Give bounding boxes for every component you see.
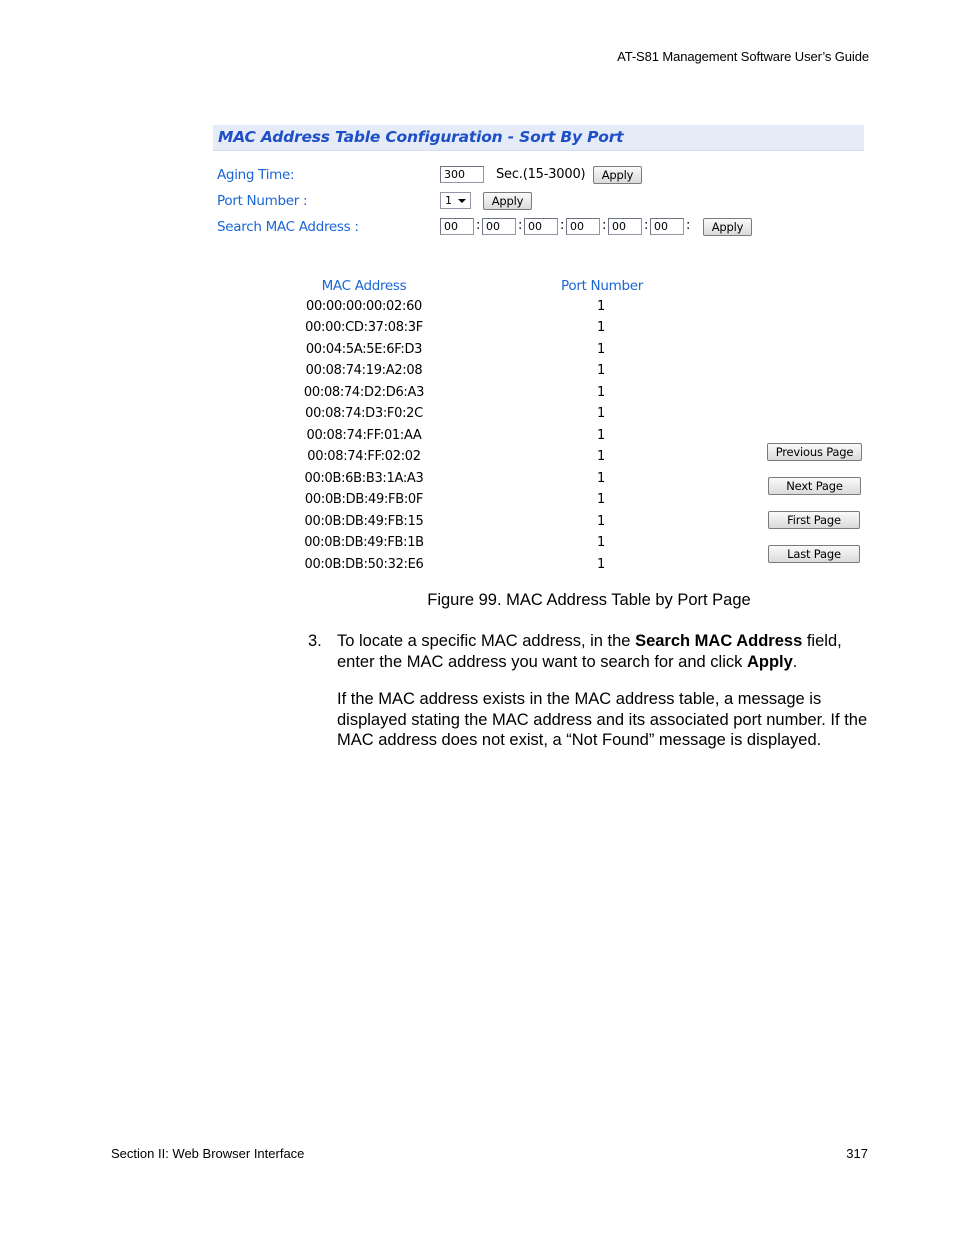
port-number-select[interactable]: [440, 192, 471, 209]
step-paragraph: [337, 631, 877, 672]
footer-page-number: 317: [846, 1146, 868, 1161]
table-row-mac: 00:08:74:D3:F0:2C: [305, 406, 423, 421]
panel-title-bar: [213, 125, 864, 151]
step-bold-field: Search MAC Address: [635, 632, 803, 650]
aging-apply-button[interactable]: Apply: [593, 166, 642, 184]
last-page-button[interactable]: Last Page: [768, 545, 860, 563]
table-row-port: 1: [597, 535, 605, 550]
table-row-mac: 00:08:74:FF:01:AA: [306, 428, 422, 443]
aging-time-input[interactable]: 300: [440, 166, 484, 183]
table-row-port: 1: [597, 299, 605, 314]
table-row-mac: 00:0B:DB:49:FB:1B: [304, 535, 424, 550]
port-number-column-header: Port Number: [561, 278, 643, 294]
table-row-mac: 00:0B:DB:49:FB:0F: [304, 492, 424, 507]
mac-separator: :: [686, 218, 691, 233]
table-row-port: 1: [597, 471, 605, 486]
mac-separator: :: [644, 218, 649, 233]
mac-separator: :: [602, 218, 607, 233]
mac-octet-input-3[interactable]: 00: [524, 218, 558, 235]
table-row-port: 1: [597, 406, 605, 421]
step-number: 3.: [308, 632, 322, 650]
aging-time-label: Aging Time:: [217, 167, 295, 183]
table-row-port: 1: [597, 514, 605, 529]
table-row-port: 1: [597, 492, 605, 507]
chevron-down-icon: [458, 199, 466, 203]
step-text: To locate a specific MAC address, in the: [337, 632, 636, 650]
search-mac-label: Search MAC Address :: [217, 219, 359, 235]
table-row-mac: 00:00:00:00:02:60: [305, 299, 423, 314]
panel-title: MAC Address Table Configuration - Sort By Port: [218, 128, 624, 146]
table-row-mac: 00:00:CD:37:08:3F: [305, 320, 423, 335]
previous-page-button[interactable]: Previous Page: [767, 443, 862, 461]
table-row-mac: 00:08:74:FF:02:02: [307, 449, 421, 464]
aging-range-text: Sec.(15-3000): [496, 167, 586, 182]
table-row-mac: 00:0B:DB:50:32:E6: [304, 557, 424, 572]
table-row-port: 1: [597, 363, 605, 378]
mac-octet-input-5[interactable]: 00: [608, 218, 642, 235]
mac-separator: :: [476, 218, 481, 233]
first-page-button[interactable]: First Page: [768, 511, 860, 529]
mac-octet-input-4[interactable]: 00: [566, 218, 600, 235]
mac-separator: :: [518, 218, 523, 233]
mac-separator: :: [560, 218, 565, 233]
footer-section: Section II: Web Browser Interface: [111, 1146, 305, 1161]
search-apply-button[interactable]: Apply: [703, 218, 752, 236]
figure-caption: Figure 99. MAC Address Table by Port Page: [427, 591, 751, 609]
mac-address-column-header: MAC Address: [321, 278, 407, 294]
table-row-port: 1: [597, 428, 605, 443]
mac-octet-input-2[interactable]: 00: [482, 218, 516, 235]
step-text: .: [792, 652, 798, 671]
mac-octet-input-6[interactable]: 00: [650, 218, 684, 235]
running-header: AT-S81 Management Software User’s Guide: [617, 49, 869, 64]
port-apply-button[interactable]: Apply: [483, 192, 532, 210]
table-row-mac: 00:08:74:D2:D6:A3: [303, 385, 425, 400]
mac-octet-input-1[interactable]: 00: [440, 218, 474, 235]
next-page-button[interactable]: Next Page: [768, 477, 861, 495]
step-bold-apply: Apply: [746, 652, 793, 671]
port-number-value: 1: [445, 194, 452, 207]
table-row-mac: 00:0B:DB:49:FB:15: [304, 514, 424, 529]
port-number-label: Port Number :: [217, 193, 308, 209]
table-row-port: 1: [597, 557, 605, 572]
table-row-port: 1: [597, 320, 605, 335]
note-paragraph: If the MAC address exists in the MAC address table, a message is displayed stating the MAC address and its associated port number. If the MAC address does not exist, a “Not Found” message is displayed.: [337, 690, 868, 749]
step-text: field, enter the MAC address you want to search for and click: [337, 632, 842, 671]
table-row-mac: 00:04:5A:5E:6F:D3: [305, 342, 423, 357]
table-row-port: 1: [597, 449, 605, 464]
table-row-port: 1: [597, 342, 605, 357]
table-row-mac: 00:0B:6B:B3:1A:A3: [304, 471, 424, 486]
table-row-port: 1: [597, 385, 605, 400]
table-row-mac: 00:08:74:19:A2:08: [305, 363, 423, 378]
